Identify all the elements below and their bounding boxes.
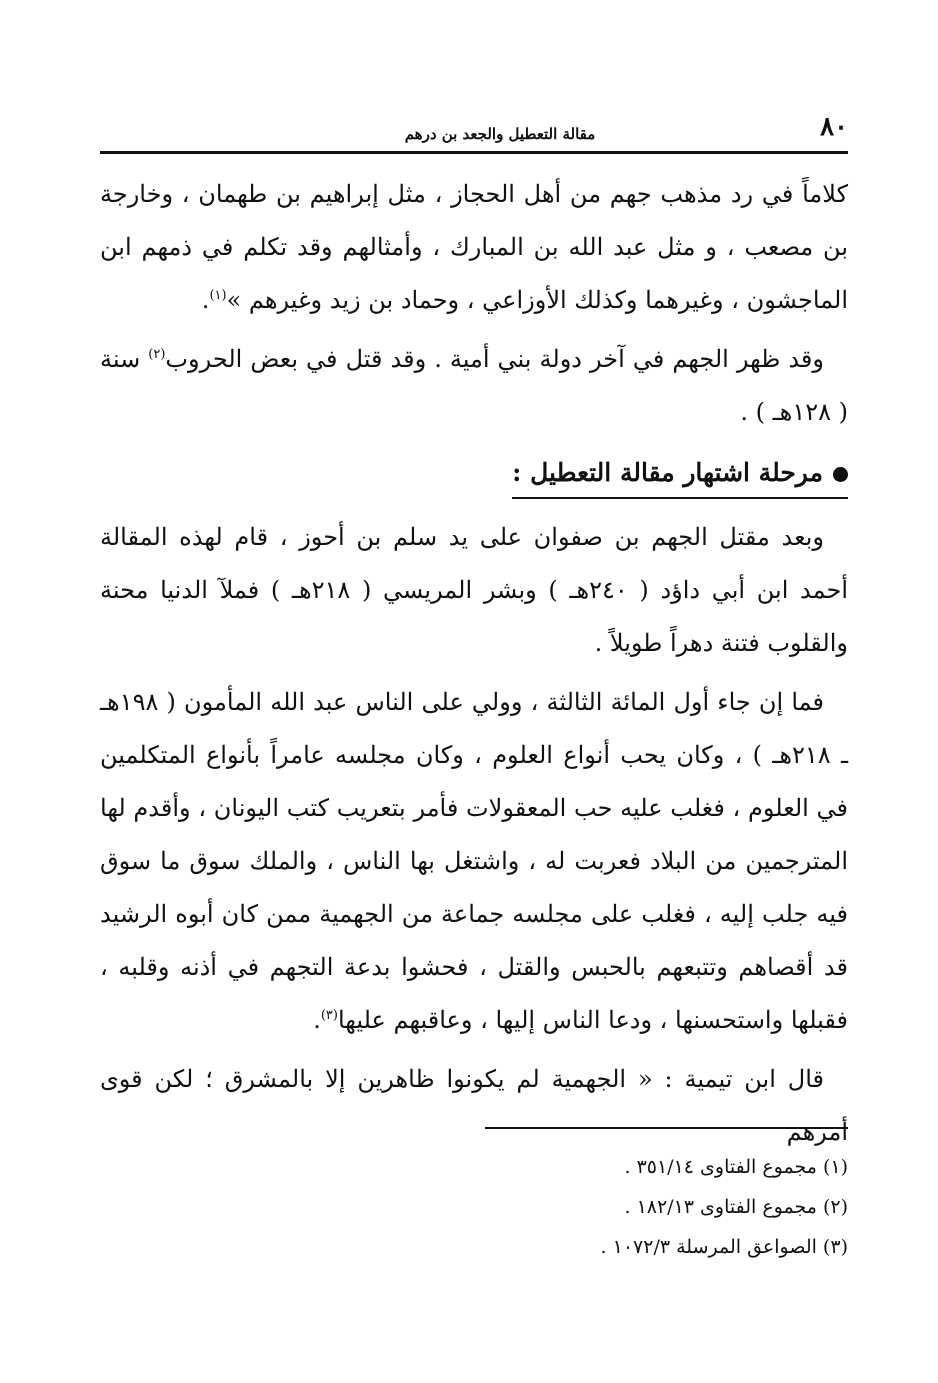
footnote-separator	[485, 1127, 848, 1129]
page-header	[100, 112, 848, 148]
footnote-2: (٢) مجموع الفتاوى ١٨٢/١٣ .	[624, 1196, 848, 1218]
section-heading-text: مرحلة اشتهار مقالة التعطيل :	[512, 458, 823, 487]
footnote-ref-1: (١)	[209, 288, 227, 303]
running-title: مقالة التعطيل والجعد بن درهم	[404, 125, 596, 143]
main-text	[100, 168, 848, 1165]
paragraph-2-text: وقد ظهر الجهم في آخر دولة بني أمية . وقد قتل في بعض الحروب	[165, 345, 824, 373]
paragraph-1	[100, 168, 848, 327]
bullet-icon	[833, 467, 848, 482]
footnotes	[100, 1147, 848, 1267]
section-heading	[512, 453, 848, 499]
section-heading-row	[100, 447, 848, 497]
paragraph-3: وبعد مقتل الجهم بن صفوان على يد سلم بن أحوز ، قام لهذه المقالة أحمد ابن أبي داؤد ( ٢٤٠هـ ) وبشر المريسي ( ٢١٨هـ ) فملآ الدنيا محنة والقلوب فتنة دهراً طويلاً .	[100, 523, 849, 657]
paragraph-4-end: .	[313, 1006, 321, 1034]
footnote-ref-3: (٣)	[320, 1008, 338, 1023]
page-number: ٨٠	[820, 112, 848, 142]
footnote-3: (٣) الصواعق المرسلة ١٠٧٢/٣ .	[600, 1236, 848, 1258]
paragraph-1-end: .	[201, 286, 210, 314]
paragraph-5: قال ابن تيمية : « الجهمية لم يكونوا ظاهرين إلا بالمشرق ؛ لكن قوى أمرهم	[100, 1065, 848, 1146]
header-rule	[100, 151, 848, 154]
paragraph-4-text: فما إن جاء أول المائة الثالثة ، وولي على الناس عبد الله المأمون ( ١٩٨هـ ـ ٢١٨هـ ) ، وكان يحب أنواع العلوم ، وكان مجلسه عامراً بأنواع المتكلمين في العلوم ، فغلب عليه حب المعقولات فأمر بتعريب كتب اليونان ، وأقدم لها المترجمين من البلاد فعربت له ، واشتغل بها الناس ، والملك سوق ما سوق فيه جلب إليه ، فغلب على مجلسه جماعة من الجهمية ممن كان أبوه الرشيد قد أقصاهم وتتبعهم بالحبس والقتل ، فحشوا بدعة التجهم في أذنه وقلبه ، فقبلها واستحسنها ، ودعا الناس إليها ، وعاقبهم عليها	[100, 688, 849, 1034]
paragraph-2-end: سنة ( ١٢٨هـ ) .	[100, 345, 848, 426]
paragraph-4	[100, 676, 848, 1047]
footnote-1: (١) مجموع الفتاوى ٣٥١/١٤ .	[624, 1156, 848, 1178]
paragraph-2	[100, 333, 848, 439]
footnote-ref-2: (٢)	[148, 347, 166, 362]
paragraph-1-text: كلاماً في رد مذهب جهم من أهل الحجاز ، مثل إبراهيم بن طهمان ، وخارجة بن مصعب ، و مثل عبد الله بن المبارك ، وأمثالهم وقد تكلم في ذمهم ابن الماجشون ، وغيرهما وكذلك الأوزاعي ، وحماد بن زيد وغيرهم »	[100, 180, 848, 314]
